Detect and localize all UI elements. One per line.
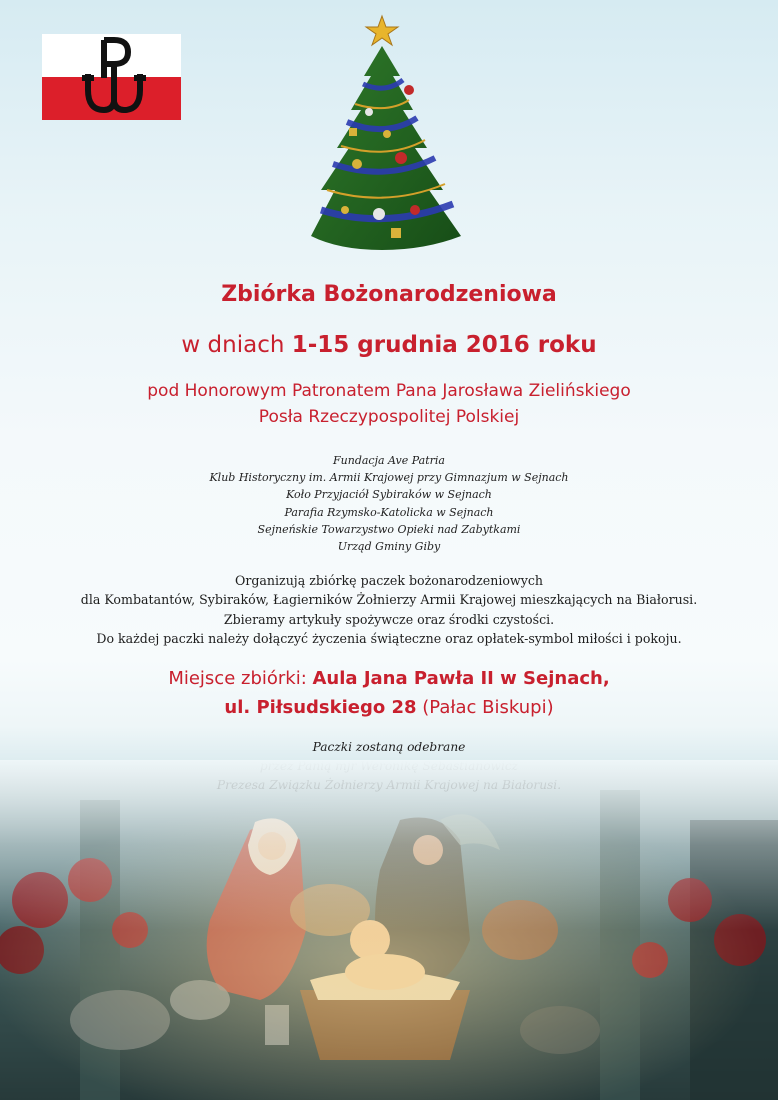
star-icon bbox=[366, 16, 398, 45]
organizer-item: Koło Przyjaciół Sybiraków w Sejnach bbox=[286, 488, 492, 502]
description-line: Do każdej paczki należy dołączyć życzenia świąteczne oraz opłatek-symbol miłości i pokoju. bbox=[96, 631, 682, 647]
event-dates bbox=[0, 328, 778, 362]
kotwica-polska-walczaca-icon bbox=[42, 34, 181, 120]
event-title bbox=[0, 278, 778, 312]
nativity-scene-image bbox=[0, 760, 778, 1100]
dates-range: 1-15 grudnia 2016 roku bbox=[291, 332, 597, 358]
description-line: Zbieramy artykuły spożywcze oraz środki czystości. bbox=[223, 611, 555, 627]
event-title-text: Zbiórka Bożonarodzeniowa bbox=[221, 282, 557, 307]
dates-prefix: w dniach bbox=[181, 332, 292, 358]
patronage-line: pod Honorowym Patronatem Pana Jarosława Zielińskiego bbox=[147, 381, 631, 401]
organizer-item: Urząd Gminy Giby bbox=[337, 540, 441, 554]
collection-place bbox=[0, 664, 778, 722]
pickup-line: Paczki zostaną odebrane bbox=[312, 740, 466, 754]
organizers-list bbox=[0, 452, 778, 555]
organizer-item: Parafia Rzymsko-Katolicka w Sejnach bbox=[284, 505, 494, 519]
patronage bbox=[0, 378, 778, 430]
description-line: dla Kombatantów, Sybiraków, Łagierników Żołnierzy Armii Krajowej mieszkających na Białorusi. bbox=[80, 592, 698, 608]
place-address-note: (Pałac Biskupi) bbox=[416, 697, 554, 718]
description-line: Organizują zbiórkę paczek bożonarodzeniowych bbox=[235, 573, 543, 588]
patronage-line: Posła Rzeczypospolitej Polskiej bbox=[258, 407, 520, 427]
polish-flag-emblem bbox=[42, 34, 181, 120]
place-venue: Aula Jana Pawła II w Sejnach, bbox=[312, 668, 610, 689]
place-label: Miejsce zbiórki: bbox=[168, 668, 313, 689]
organizer-item: Fundacja Ave Patria bbox=[333, 454, 445, 467]
collection-description bbox=[0, 571, 778, 649]
christmas-tree-icon bbox=[305, 14, 475, 270]
place-address: ul. Piłsudskiego 28 bbox=[224, 697, 417, 718]
organizer-item: Sejneńskie Towarzystwo Opieki nad Zabytkami bbox=[257, 522, 521, 536]
organizer-item: Klub Historyczny im. Armii Krajowej przy Gimnazjum w Sejnach bbox=[209, 471, 569, 485]
